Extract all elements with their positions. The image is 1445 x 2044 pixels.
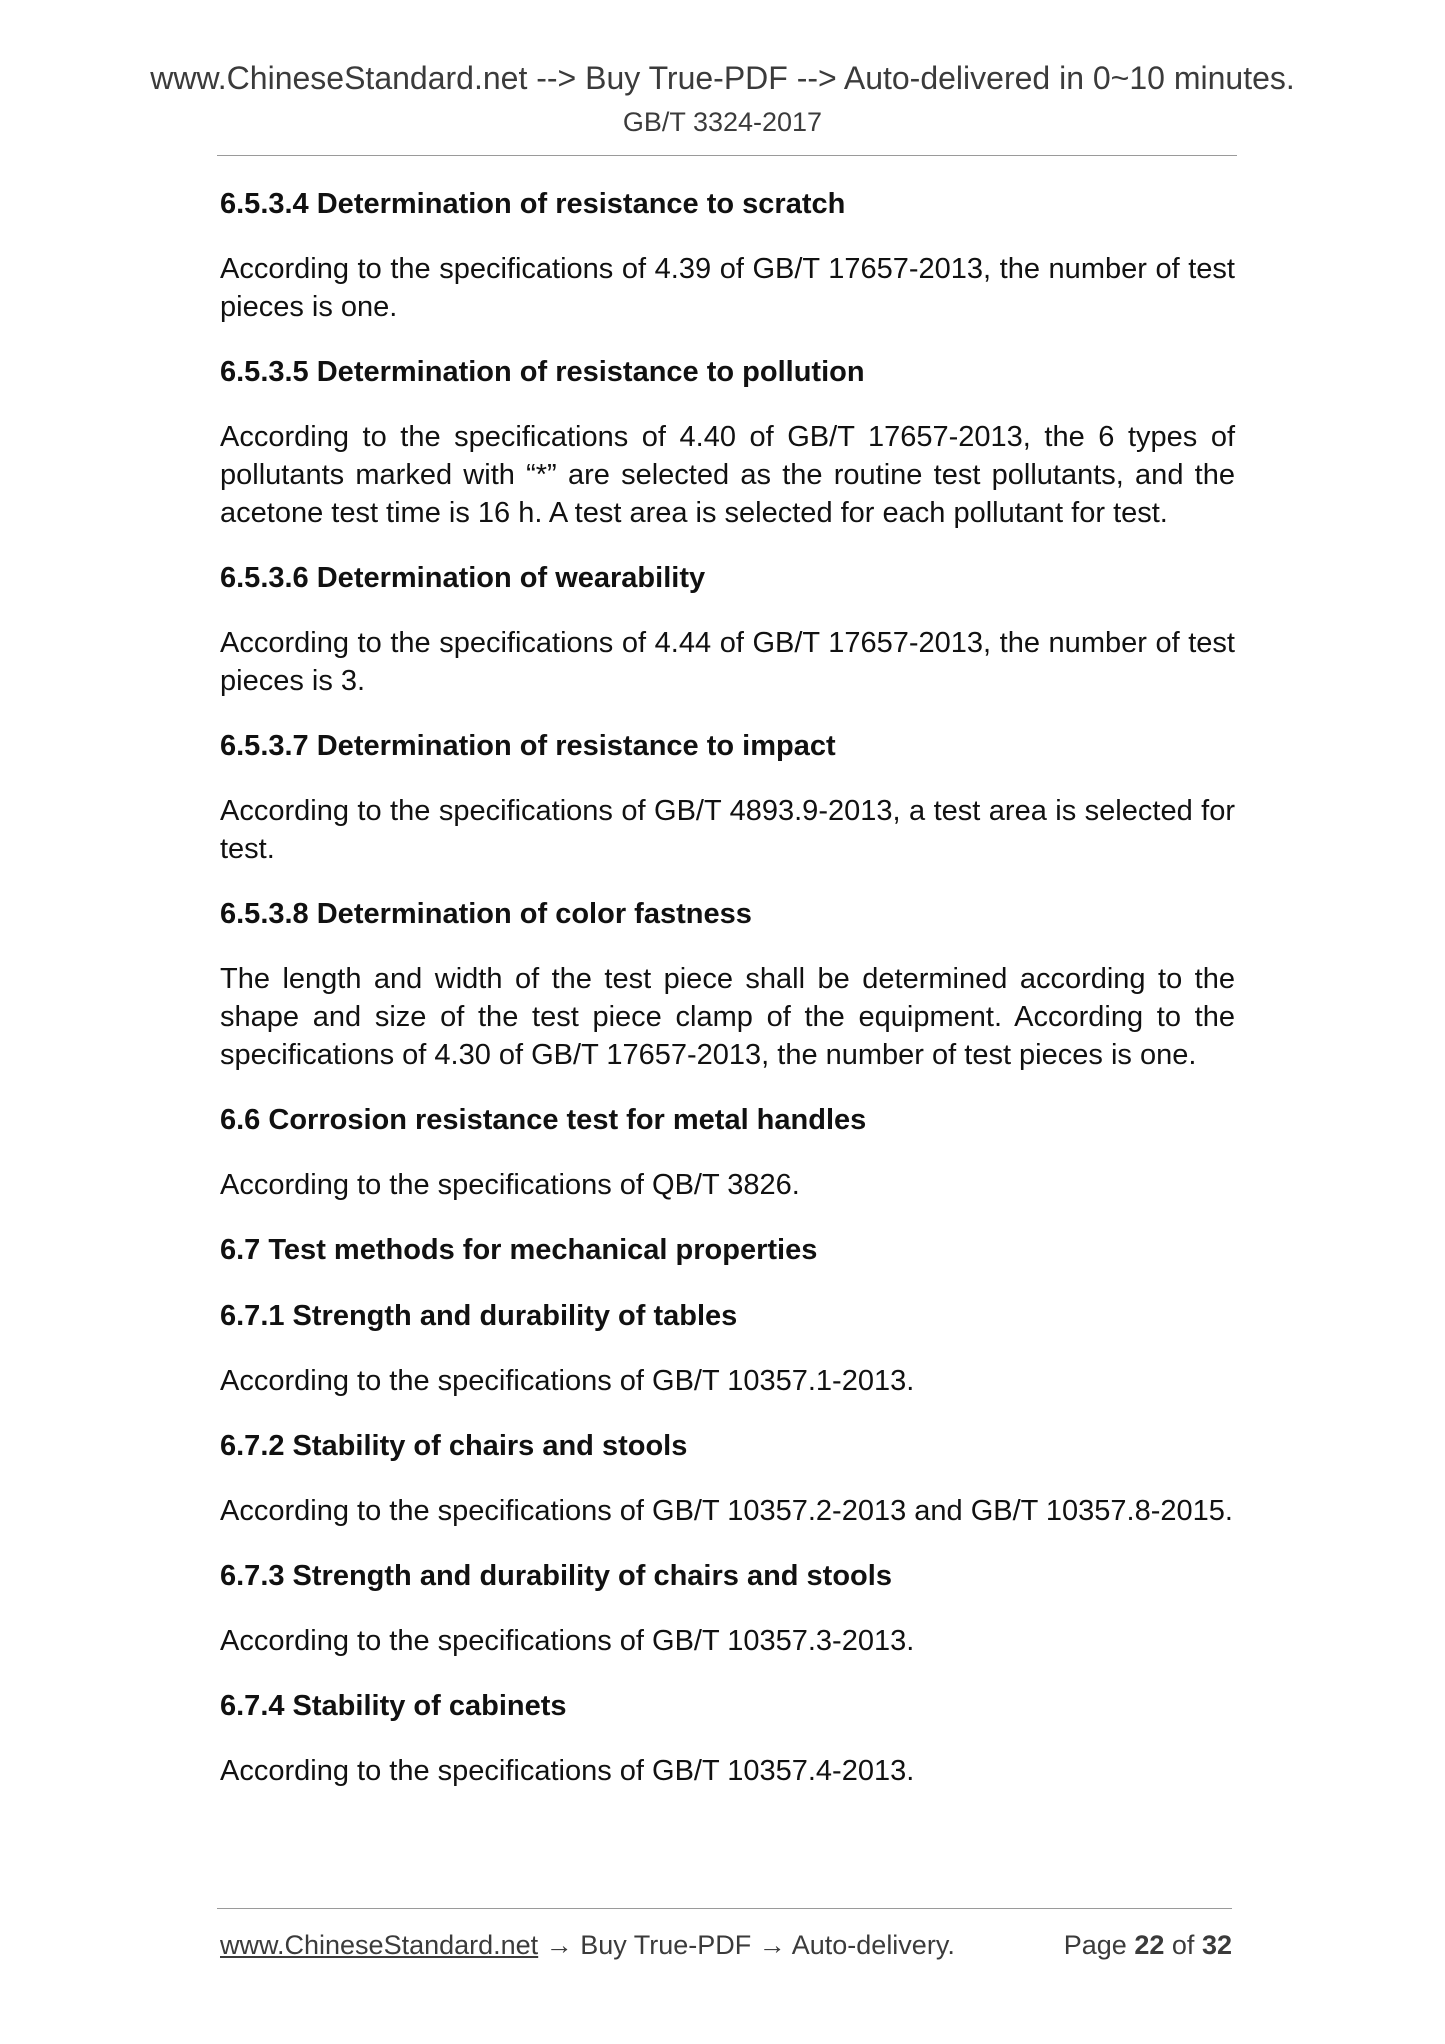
section-body-6-5-3-8: The length and width of the test piece shall be determined according to the shape and size of the test piece clamp of the equipment. According to the specifications of 4.30 of GB/T 17657-2013, the number of test pieces is one. [220,963,1235,1071]
section-heading-6-6: 6.6 Corrosion resistance test for metal handles [220,1104,867,1136]
page-word: Page [1063,1930,1127,1960]
section-heading-6-7-4: 6.7.4 Stability of cabinets [220,1690,567,1722]
page-total: 32 [1201,1930,1232,1960]
footer-left [220,1925,955,1965]
section-heading-6-7-3: 6.7.3 Strength and durability of chairs and stools [220,1560,892,1592]
header-standard-code: GB/T 3324-2017 [622,107,823,137]
section-body-6-5-3-7: According to the specifications of GB/T 4893.9-2013, a test area is selected for test. [220,795,1235,865]
page-indicator [1064,1925,1232,1965]
header-divider [217,155,1237,156]
page-footer [220,1925,1232,1965]
document-body [220,184,1235,1790]
section-heading-6-5-3-7: 6.5.3.7 Determination of resistance to impact [220,730,836,762]
footer-divider [217,1908,1232,1909]
section-body-6-7-2: According to the specifications of GB/T 10357.2-2013 and GB/T 10357.8-2015. [220,1495,1233,1527]
header-banner: www.ChineseStandard.net --> Buy True-PDF --> Auto-delivered in 0~10 minutes. [150,60,1295,96]
section-body-6-7-1: According to the specifications of GB/T 10357.1-2013. [220,1365,915,1397]
section-body-6-6: According to the specifications of QB/T 3826. [220,1169,800,1201]
section-body-6-7-3: According to the specifications of GB/T 10357.3-2013. [220,1625,915,1657]
section-heading-6-5-3-6: 6.5.3.6 Determination of wearability [220,562,706,594]
of-word: of [1171,1930,1195,1960]
footer-site-link[interactable]: www.ChineseStandard.net [220,1930,539,1960]
section-heading-6-7-1: 6.7.1 Strength and durability of tables [220,1300,738,1332]
section-heading-6-5-3-4: 6.5.3.4 Determination of resistance to scratch [220,188,846,220]
page-number: 22 [1134,1930,1165,1960]
section-body-6-7-4: According to the specifications of GB/T 10357.4-2013. [220,1755,915,1787]
section-heading-6-7-2: 6.7.2 Stability of chairs and stools [220,1430,688,1462]
footer-tagline: → Buy True-PDF → Auto-delivery. [538,1930,955,1960]
section-body-6-5-3-4: According to the specifications of 4.39 of GB/T 17657-2013, the number of test pieces is one. [220,253,1235,323]
section-body-6-5-3-6: According to the specifications of 4.44 of GB/T 17657-2013, the number of test pieces is 3. [220,627,1235,697]
section-heading-6-5-3-5: 6.5.3.5 Determination of resistance to pollution [220,356,865,388]
section-body-6-5-3-5: According to the specifications of 4.40 of GB/T 17657-2013, the 6 types of pollutants marked with “*” are selected as the routine test pollutants, and the acetone test time is 16 h. A test area is selected for each pollutant for test. [220,421,1235,529]
section-heading-6-5-3-8: 6.5.3.8 Determination of color fastness [220,898,752,930]
section-heading-6-7: 6.7 Test methods for mechanical properties [220,1234,818,1266]
